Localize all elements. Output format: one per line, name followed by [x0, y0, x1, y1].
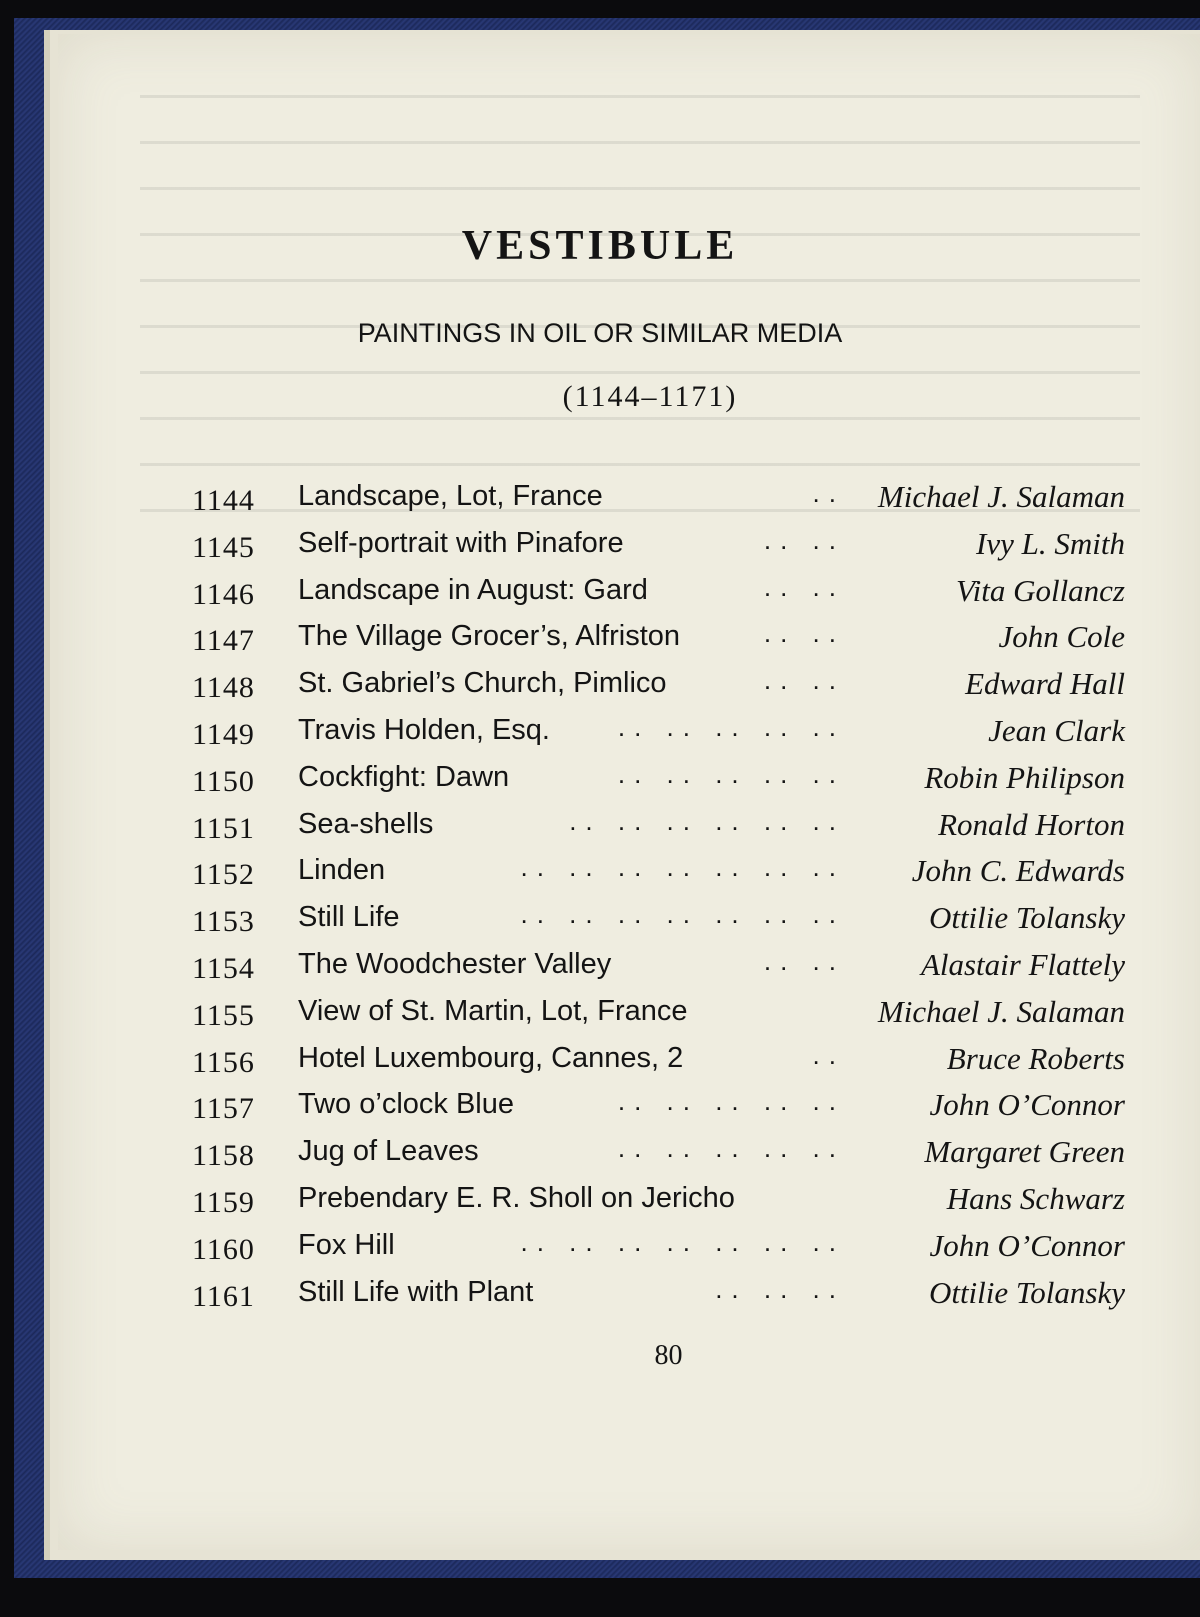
- entry-number: 1161: [192, 1279, 255, 1313]
- catalogue-entry: [0, 806, 1200, 846]
- entry-title: Fox Hill: [298, 1228, 395, 1261]
- entry-title: Two o’clock Blue: [298, 1088, 514, 1121]
- entry-number: 1146: [192, 577, 255, 611]
- entry-number: 1159: [192, 1186, 255, 1219]
- catalogue-entry: [0, 993, 1200, 1033]
- entry-artist: Bruce Roberts: [946, 1040, 1125, 1076]
- catalogue-entry: [0, 525, 1200, 565]
- dot-leader: .. .. .. .. ..: [617, 1133, 845, 1164]
- entry-artist: Ronald Horton: [938, 806, 1125, 842]
- dot-leader: .. .. .. .. .. .. ..: [520, 899, 845, 930]
- catalogue-entry: [0, 1040, 1200, 1080]
- catalogue-entry: [0, 618, 1200, 658]
- catalogue-entry: [0, 852, 1200, 892]
- entry-title: Linden: [298, 854, 386, 887]
- dot-leader: .. .. .. .. .. ..: [569, 805, 845, 836]
- entry-artist: Michael J. Salaman: [877, 993, 1125, 1029]
- page-title: VESTIBULE: [461, 223, 739, 269]
- dot-leader: ..: [812, 1039, 845, 1070]
- entry-title: Travis Holden, Esq.: [298, 714, 550, 746]
- catalogue-entry: [0, 712, 1200, 752]
- entry-number: 1160: [192, 1232, 255, 1266]
- entry-title: Jug of Leaves: [298, 1135, 479, 1168]
- catalogue-entry: [0, 1133, 1200, 1173]
- entry-title: Landscape in August: Gard: [298, 573, 648, 606]
- entry-number: 1152: [192, 858, 255, 892]
- entry-title: Cockfight: Dawn: [298, 760, 510, 793]
- entry-title: The Village Grocer’s, Alfriston: [298, 620, 681, 653]
- entry-artist: John O’Connor: [929, 1087, 1125, 1123]
- entry-number: 1148: [192, 671, 255, 705]
- entry-title: Hotel Luxembourg, Cannes, 2: [298, 1041, 684, 1074]
- entry-title: Landscape, Lot, France: [298, 480, 603, 512]
- catalogue-entry: [0, 478, 1200, 518]
- entry-artist: Jean Clark: [988, 713, 1125, 748]
- catalogue-entry: [0, 1274, 1200, 1314]
- entry-title: The Woodchester Valley: [298, 948, 612, 980]
- entry-artist: Robin Philipson: [924, 759, 1125, 795]
- dot-leader: .. ..: [763, 524, 845, 555]
- entry-number: 1153: [192, 905, 255, 939]
- dot-leader: .. ..: [763, 618, 845, 649]
- entry-artist: John Cole: [998, 619, 1125, 655]
- entry-title: Self-portrait with Pinafore: [298, 526, 624, 559]
- dot-leader: .. .. ..: [715, 1273, 845, 1304]
- entry-artist: Ottilie Tolansky: [928, 1274, 1125, 1310]
- catalogue-entry: [0, 759, 1200, 799]
- entry-artist: John C. Edwards: [911, 853, 1125, 889]
- entry-title: Sea-shells: [298, 807, 434, 840]
- entry-number: 1145: [192, 530, 255, 564]
- entry-number: 1157: [192, 1092, 255, 1126]
- catalogue-entry: [0, 946, 1200, 986]
- entry-artist: John O’Connor: [929, 1227, 1125, 1263]
- entry-number: 1155: [192, 998, 255, 1032]
- entry-number: 1150: [192, 764, 255, 798]
- page-number: 80: [654, 1340, 683, 1371]
- entry-number: 1147: [192, 624, 255, 658]
- entry-artist: Vita Gollancz: [955, 572, 1125, 608]
- entry-artist: Alastair Flattely: [920, 947, 1125, 982]
- dot-leader: .. ..: [763, 665, 845, 696]
- section-subtitle: PAINTINGS IN OIL OR SIMILAR MEDIA: [357, 318, 843, 348]
- catalogue-entry: [0, 1180, 1200, 1220]
- entry-artist: Edward Hall: [965, 666, 1125, 702]
- entry-title: St. Gabriel’s Church, Pimlico: [298, 667, 667, 700]
- catalogue-entry: [0, 665, 1200, 705]
- dot-leader: .. .. .. .. ..: [617, 712, 845, 742]
- entry-number: 1151: [192, 811, 255, 845]
- entry-title: Prebendary E. R. Sholl on Jericho: [298, 1182, 735, 1214]
- dot-leader: .. .. .. .. .. .. ..: [520, 852, 845, 883]
- catalogue-entry: [0, 572, 1200, 612]
- entry-number: 1158: [192, 1139, 255, 1173]
- dot-leader: .. .. .. .. ..: [617, 1086, 845, 1117]
- entry-title: Still Life: [298, 901, 400, 934]
- entry-artist: Ottilie Tolansky: [928, 900, 1125, 936]
- dot-leader: .. ..: [763, 946, 845, 976]
- entry-title: View of St. Martin, Lot, France: [298, 994, 688, 1027]
- entry-artist: Margaret Green: [924, 1134, 1125, 1170]
- entry-number: 1154: [192, 952, 255, 985]
- dot-leader: .. .. .. .. .. .. ..: [520, 1226, 845, 1257]
- catalogue-number-range: (1144–1171): [562, 380, 738, 413]
- entry-title: Still Life with Plant: [298, 1275, 534, 1308]
- entry-number: 1149: [192, 718, 255, 751]
- entry-number: 1156: [192, 1045, 255, 1079]
- catalogue-entry: [0, 1086, 1200, 1126]
- entry-number: 1144: [192, 484, 255, 517]
- catalogue-entry: [0, 899, 1200, 939]
- dot-leader: .. ..: [763, 571, 845, 602]
- dot-leader: ..: [812, 478, 845, 508]
- dot-leader: .. .. .. .. ..: [617, 758, 845, 789]
- entry-artist: Hans Schwarz: [946, 1181, 1125, 1216]
- catalogue-entry: [0, 1227, 1200, 1267]
- entry-artist: Michael J. Salaman: [877, 479, 1125, 514]
- entry-artist: Ivy L. Smith: [976, 525, 1125, 561]
